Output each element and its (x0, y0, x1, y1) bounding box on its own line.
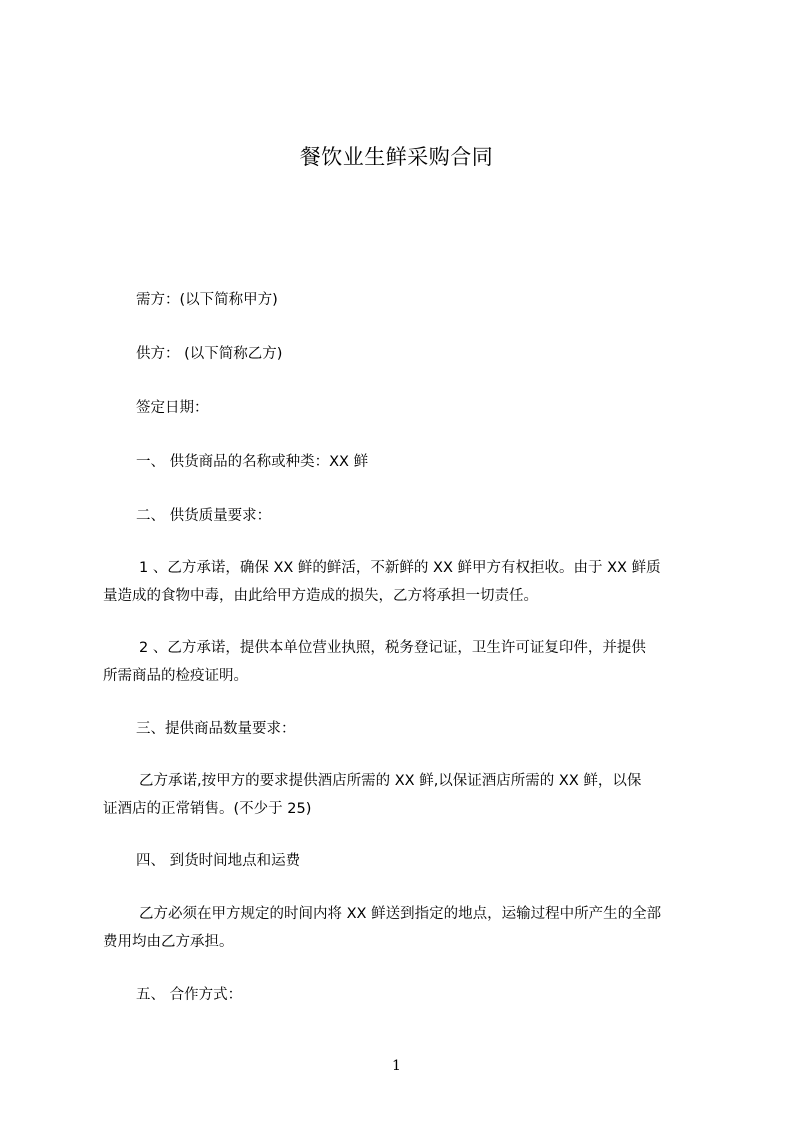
clause-paragraph-2 (103, 634, 703, 690)
section-heading-4: 四、 到货时间地点和运费 (136, 853, 301, 869)
paragraph-line: 2 、乙方承诺，提供本单位营业执照，税务登记证，卫生许可证复印件，并提供 (139, 640, 646, 656)
paragraph-line: 量造成的食物中毒，由此给甲方造成的损失，乙方将承担一切责任。 (103, 588, 538, 604)
supplier-line: 供方： (以下简称乙方) (136, 346, 283, 362)
section-heading-2: 二、 供货质量要求： (136, 508, 272, 524)
paragraph-line: 乙方必须在甲方规定的时间内将 XX 鲜送到指定的地点，运输过程中所产生的全部 (139, 906, 662, 922)
section-4-paragraph (103, 900, 703, 956)
section-heading-1: 一、 供货商品的名称或种类：XX 鲜 (136, 454, 369, 470)
paragraph-line: 乙方承诺,按甲方的要求提供酒店所需的 XX 鲜,以保证酒店所需的 XX 鲜，以保 (139, 773, 642, 789)
page-number: 1 (392, 1058, 401, 1074)
paragraph-line: 费用均由乙方承担。 (103, 934, 234, 950)
clause-paragraph-1 (103, 554, 703, 610)
paragraph-line: 所需商品的检疫证明。 (103, 668, 248, 684)
document-title: 餐饮业生鲜采购合同 (299, 145, 494, 169)
section-heading-3: 三、提供商品数量要求： (136, 721, 296, 737)
paragraph-line: 证酒店的正常销售。(不少于 25) (103, 801, 312, 817)
signing-date-line: 签定日期： (136, 400, 209, 416)
paragraph-line: 1 、乙方承诺，确保 XX 鲜的鲜活，不新鲜的 XX 鲜甲方有权拒收。由于 XX 鲜质 (139, 560, 661, 576)
buyer-line: 需方：(以下简称甲方) (136, 292, 278, 308)
section-heading-5: 五、 合作方式： (136, 987, 243, 1003)
section-3-paragraph (103, 767, 703, 823)
